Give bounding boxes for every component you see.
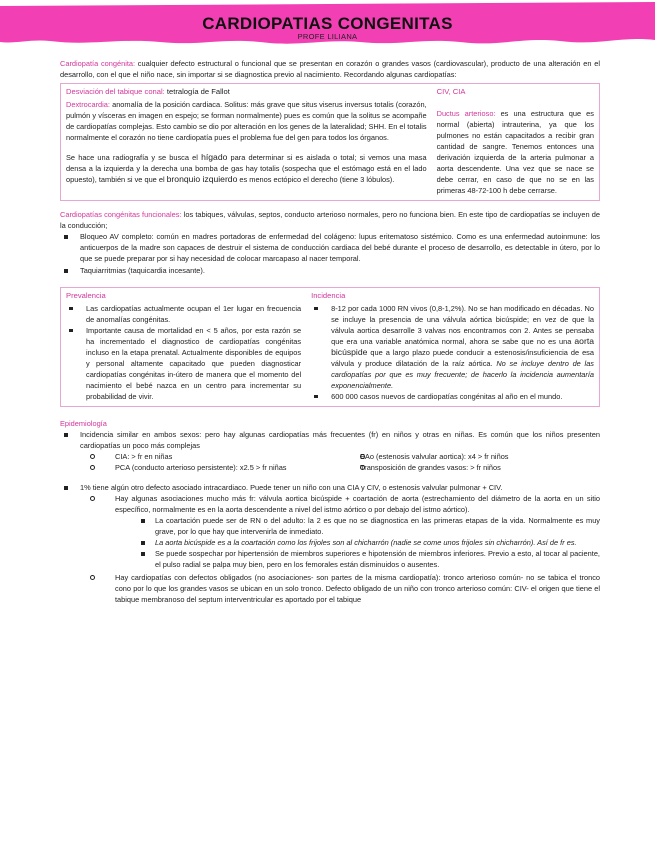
anomalies-left-column [61,84,432,200]
list-item: Las cardiopatías actualmente ocupan el 1er lugar en frecuencia de anomalías congénitas. [66,303,301,325]
conal-header [66,86,427,97]
conal-term: Desviación del tabique conal: [66,87,165,96]
rx-liver: hígado [201,152,228,162]
conal-text: tetralogía de Fallot [164,87,230,96]
incidence-bicuspid: aorta bicúspide [331,336,594,357]
list-item: Transposición de grandes vasos: > fr niños [330,462,600,473]
epi-item-1: Incidencia similar en ambos sexos: pero hay algunas cardiopatías más frecuentes (fr) en niños y otras en niñas. Es común que los niños presenten cardiopatías un poco más complejas [80,430,600,450]
list-item: PCA (conducto arterioso persistente): x2.5 > fr niñas [60,462,330,473]
prevalence-list [66,303,301,402]
sex-frequency-right [330,451,600,473]
list-item: Hay algunas asociaciones mucho más fr: válvula aortica bicúspide + coartación de aorta (estrechamiento del diámetro de la aorta en un sitio específico, normalmente es en la aorta descendente a nivel del istmo aórtico o por debajo del istmo aórtico). [60,493,600,515]
list-item: La aorta bicúspide es a la coartación como los frijoles son al chicharrón (nadie se come unos frijoles sin chicharrón). Así de fr es. [60,537,600,548]
functional-list [60,231,600,276]
list-item: 600 000 casos nuevos de cardiopatías congénitas al año en el mundo. [311,391,594,402]
rx-text-1: Se hace una radiografía y se busca el [66,153,202,162]
rx-text-2: para determinar si es aislada o total; si vemos una masa densa a la izquierda y la derecha una bomba de gas hay totalis (sospecha que el estómago está en el lado opuesto), también si ve que el [66,153,427,184]
coarctation-list [60,515,600,570]
list-item [311,303,594,391]
incidence-italic: No se incluye dentro de las cardiopatías por que es muy frecuente; de hacerlo la incidencia aumentaría exponencialmente. [331,359,594,390]
page-title: CARDIOPATIAS CONGENITAS [202,14,453,33]
prevalence-header: Prevalencia [66,291,106,300]
incidence-list [311,303,594,402]
anomalies-box [60,83,600,201]
prevalence-column [61,288,306,406]
incidence-header: Incidencia [311,291,346,300]
epidemiology-header: Epidemiología [60,419,107,428]
radiography-paragraph [66,152,427,185]
incidence-column [306,288,599,406]
anomalies-right-column [432,84,599,200]
list-item: CIA: > fr en niñas [60,451,330,462]
functional-text: los tabiques, válvulas, septos, conducto arterioso normales, pero no funciona bien. En este tipo de cardiopatías se incluyen de la conducción; [60,210,600,230]
incidence-text-b: que a largo plazo puede conducir a estenosis/insuficiencia de esa válvula y produce dilatación de la raíz aórtica. [331,348,594,368]
obligate-defects-list [60,572,600,605]
intro-text: cualquier defecto estructural o funcional que se presentan en corazón o grandes vasos (cardiovascular), producto de una alteración en el desarrollo, con el que el niño nace, sin importar si se diagnostica previo al nacimiento. Recordando algunas cardiopatías: [60,59,600,79]
functional-paragraph [60,209,600,231]
list-item: Se puede sospechar por hipertensión de miembros superiores e hipotensión de miembros inferiores. Previo a esto, al tocar al paciente, el pulso radial se palpa muy bien, pero en los femorales están disminuidos o ausentes. [60,548,600,570]
intro-term: Cardiopatía congénita: [60,59,136,68]
list-item: EAo (estenosis valvular aortica): x4 > fr niños [330,451,600,462]
list-item: Taquiarritmias (taquicardia incesante). [60,265,600,276]
prevalence-box [60,287,600,407]
dextrocardia-paragraph [66,99,427,143]
associations-list [60,493,600,515]
dextro-text: anomalía de la posición cardiaca. Solitus: más grave que situs viserus inversus totalis (corazón, pulmón y vísceras en imagen en espejo; se forman normalmente) pues es común que la solitus se acompañe de cardiopatías complejas. Esto cambio se dio por alteración en los genes de la lateralidad; SHH. En el totalis normalmente el corazón no tiene cardiopatía pues el problema fue del gen para todos los órganos. [66,100,427,142]
epidemiology-list-2 [60,482,600,493]
incidence-text-a: 8-12 por cada 1000 RN vivos (0,8-1,2%). No se han modificado en décadas. No se incluye la presencia de una válvula aórtica bicúspide; en vez de que la válvula aortica desarrolle 3 valvas nos encontramos con 2. Antes se pensaba que era una variable anatómica normal, ahora se sabe que no es una [331,304,594,346]
ductus-text: es una estructura que es normal (abierta) intrauterina, ya que los pulmones no están capacitados a recibir gran cantidad de sangre. Tenemos entonces una derivación izquierda de la arteria pulmonar a aorta descendente. Una vez que se nace se debe cerrar, en caso de que no se en las primeras 48-72-100 h debe cerrarse. [436,109,594,195]
list-item [60,429,600,451]
epidemiology-list [60,429,600,451]
document-body [60,58,600,605]
civ-cia-header: CIV, CIA [436,87,466,96]
page-subtitle: PROFE LILIANA [297,32,358,41]
list-item: Hay cardiopatías con defectos obligados (no asociaciones- son partes de la misma cardiopatía): tronco arterioso común- no se tabica el tronco cono por lo que los grandes vasos se ubican en un solo tronco. Defecto obligado de un niño con tronco arterioso común: CIV- el origen que tiene el tabique membranoso del septum interventricular es aportado por el tabique [60,572,600,605]
list-item: 1% tiene algún otro defecto asociado intracardiaco. Puede tener un niño con una CIA y CIV, o estenosis valvular pulmonar + CIV. [60,482,600,493]
sex-frequency-left [60,451,330,473]
functional-term: Cardiopatías congénitas funcionales: [60,210,182,219]
ductus-paragraph [437,108,594,196]
list-item: Bloqueo AV completo: común en madres portadoras de enfermedad del colágeno: lupus eritematoso sistémico. Como es una enfermedad autoinmune: los anticuerpos de la madre son capaces de destruir el sistema de conducción cardiaca del bebé durante el proceso de desarrollo, es detectable in útero, por lo que se puede preparar por si hay necesidad de colocar marcapaso al nacer temporal. [60,231,600,264]
intro-paragraph [60,58,600,80]
ductus-term: Ductus arterioso: [436,109,496,118]
list-item: Importante causa de mortalidad en < 5 años, por esta razón se ha incrementado el diagnostico de cardiopatías congénitas incluso en la etapa prenatal. Actualmente disponibles de equipos y personal altamente capacitado que pueden diagnosticar cardiopatías congénitas in-útero de manera que el momento del nacimiento el bebé nazca en un centro para incrementar su probabilidad de vivir. [66,325,301,402]
sex-frequency-grid [60,451,600,473]
rx-text-3: es menos ectópico el derecho (tiene 3 lóbulos). [237,175,395,184]
list-item: La coartación puede ser de RN o del adulto: la 2 es que no se diagnostica en las primeras etapas de la vida. Normalmente es muy grave, por lo que hay que intervenirla de inmediato. [60,515,600,537]
rx-bronchus: bronquio izquierdo [166,174,238,184]
dextro-term: Dextrocardia: [66,100,110,109]
